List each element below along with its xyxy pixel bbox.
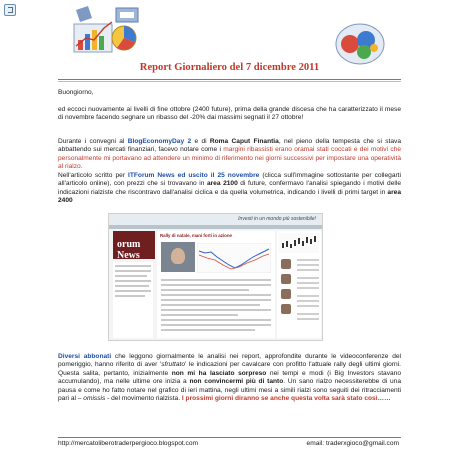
greeting: Buongiorno,: [58, 89, 94, 96]
embedded-left-column: [113, 262, 153, 338]
paragraph-1: ed eccoci nuovamente ai livelli di fine ottobre (2400 future), prima della grande discesa che ha caratterizzato il mese di novembre facendo segnare un ribasso del -20% dai massimi segnati il 27 ottobre!: [58, 106, 401, 122]
itforum-article-screenshot[interactable]: [108, 213, 323, 341]
p3-text-a: Nell'articolo scritto per: [58, 172, 129, 179]
itforum-logo: [113, 231, 155, 259]
embedded-author-thumbnails: [281, 259, 293, 319]
itforum-article-link[interactable]: ITForum News ed uscito il 25 novembre: [128, 172, 260, 179]
trading-graphics-logo: [72, 4, 148, 58]
roma-caput-finantia-link[interactable]: Roma Caput Finantia: [209, 138, 279, 145]
p3-text-b: (clicca sull'immagine sottostante per collegarti all'articolo online), con prezzi che si trovavano in: [58, 172, 401, 188]
report-page: [58, 0, 401, 453]
p4-text-c: nei tempi e modi (i Big Investors stavano accumulando), ma nelle ultime ore inizia a: [58, 369, 401, 386]
itforum-logo-text: orum News: [117, 239, 141, 261]
p2-text-a: Durante i convegni al: [58, 138, 128, 145]
p4-sfruttato: sfruttato: [161, 361, 186, 369]
p4-not-surprised: non mi ha lasciato sorpreso: [171, 369, 267, 377]
p3-area-2100: area 2100: [206, 180, 238, 188]
paragraph-3: [58, 172, 401, 206]
p2-highlight: margini ribassisti erano oramai stati coccati e dei motivi che personalmente mi portavano ad attendere un minimo di riferimento nei giorni successivi per impostare una operatività al rialzo.: [58, 146, 401, 171]
embedded-headline: Rally di natale, mani forti in azione: [160, 233, 232, 238]
footer-email[interactable]: email: traderxgioco@gmail.com: [306, 440, 399, 447]
embedded-banner-text: Investi in un mondo più sostenibile!: [238, 216, 316, 222]
p4-subscribers: Diversi abbonati: [58, 353, 112, 360]
paragraph-2: [58, 138, 401, 172]
embedded-article: [157, 231, 275, 338]
embedded-candlestick-chart: [279, 233, 319, 253]
p4-text-b: ' le indicazioni per cavalcare con profitto l'attuale rally degli ultimi giorni. Questa salita, pertanto, inizialmente: [58, 361, 401, 377]
title-divider: [58, 79, 401, 80]
footer-blog-url[interactable]: http://mercatoliberotraderpergioco.blogspot.com: [58, 440, 199, 447]
page-toggle-icon[interactable]: [4, 4, 16, 16]
p4-omissis: omissis: [83, 395, 106, 403]
blog-economy-day-link[interactable]: BlogEconomyDay 2: [127, 138, 192, 145]
p2-text-c: , nel pieno della tempesta che si stava abbattendo sui mercati finanziari, facevo notare come i: [58, 138, 401, 154]
title-divider-light: [58, 81, 401, 82]
p4-text-d: . Un sano rialzo necessiterebbe di una pausa e come ho fatto notare nel grafico di ieri mattina, negli ultimi mesi a simili rialzi sono seguiti dei ritracciamenti pari al –: [58, 378, 401, 403]
footer-divider: [58, 437, 401, 438]
embedded-article-text: [161, 279, 271, 334]
paragraph-4: [58, 353, 401, 403]
circular-logo: [334, 22, 386, 66]
p2-text-b: e di: [191, 138, 210, 145]
p4-text-a: che leggono giornalmente le analisi nei report, approfondite durante le videoconferenze del pomeriggio, hanno riferito di aver ': [58, 353, 401, 369]
embedded-banner-bar: [109, 214, 322, 225]
p3-area-2400: area 2400: [58, 188, 401, 205]
report-title: Report Giornaliero del 7 dicembre 2011: [139, 62, 320, 73]
author-photo: [161, 242, 195, 272]
p3-text-c: di future, confermavo l'analisi spiegando i motivi delle indicazioni rialziste che riscontravo dall'analisi ciclica e da quella volumetrica, indicando i livelli di primi target in: [58, 180, 401, 196]
embedded-price-chart: [197, 243, 271, 273]
p4-closing: I prossimi giorni diranno se anche questa volta sarà stato così……: [181, 395, 391, 403]
embedded-nav-strip: [109, 225, 322, 229]
p4-not-convinced: non convincermi più di tanto: [189, 378, 284, 386]
p4-text-e: - del movimento rialzista.: [105, 395, 182, 403]
embedded-right-column: [277, 231, 321, 338]
